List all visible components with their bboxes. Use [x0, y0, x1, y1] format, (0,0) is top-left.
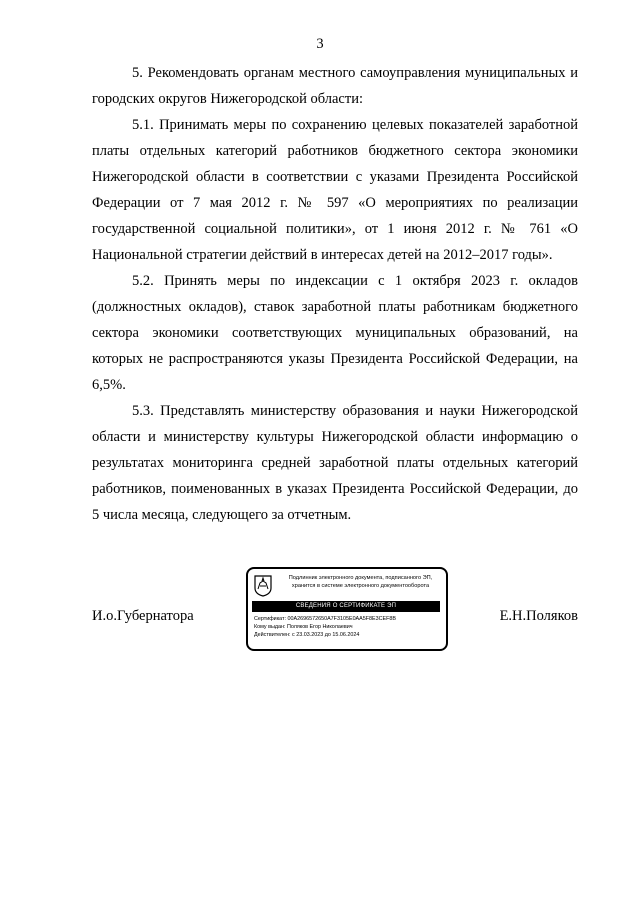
stamp-title-bar: СВЕДЕНИЯ О СЕРТИФИКАТЕ ЭП — [252, 601, 440, 612]
paragraph-5-3: 5.3. Представлять министерству образования и науки Нижегородской области и министерству культуры Нижегородской области информацию о результатах мониторинга средней заработной платы отдельных категорий работников, поименованных в указах Президента Российской Федерации, до 5 числа месяца, следующего за отчетным. — [92, 403, 578, 523]
paragraph-5: 5. Рекомендовать органам местного самоуправления муниципальных и городских округов Нижегородской области: — [92, 65, 578, 107]
certificate-owner: Кому выдан: Поляков Егор Николаевич — [254, 624, 353, 630]
stamp-details — [254, 615, 442, 639]
signatory-position: И.о.Губернатора — [92, 608, 194, 624]
certificate-number: Сертификат: 00A2696572650A7F3105E0AA5F8E3CEF8B — [254, 616, 397, 622]
page-number: 3 — [316, 36, 324, 52]
coat-of-arms-icon — [254, 575, 272, 597]
paragraph-5-2: 5.2. Принять меры по индексации с 1 октября 2023 г. окладов (должностных окладов), ставок заработной платы работникам бюджетного сектора экономики соответствующих муниципальных образований, на которых не распространяются указы Президента Российской Федерации, на 6,5%. — [92, 273, 578, 393]
stamp-header — [278, 575, 443, 590]
certificate-validity: Действителен: с 23.03.2023 до 15.06.2024 — [254, 632, 360, 638]
stamp-header-line-2: хранится в системе электронного документооборота — [291, 582, 430, 589]
paragraph-5-1: 5.1. Принимать меры по сохранению целевых показателей заработной платы отдельных категорий работников бюджетного сектора экономики Нижегородской области в соответствии с указами Президента Российской Федерации от 7 мая 2012 г. № 597 «О мероприятиях по реализации государственной социальной политики», от 1 июня 2012 г. № 761 «О Национальной стратегии действий в интересах детей на 2012–2017 годы». — [92, 117, 578, 263]
signature-block — [0, 565, 640, 655]
document-body — [92, 60, 578, 528]
electronic-signature-stamp — [246, 567, 448, 651]
stamp-header-line-1: Подлинник электронного документа, подписанного ЭП, — [288, 575, 433, 581]
signatory-name: Е.Н.Поляков — [499, 608, 578, 624]
